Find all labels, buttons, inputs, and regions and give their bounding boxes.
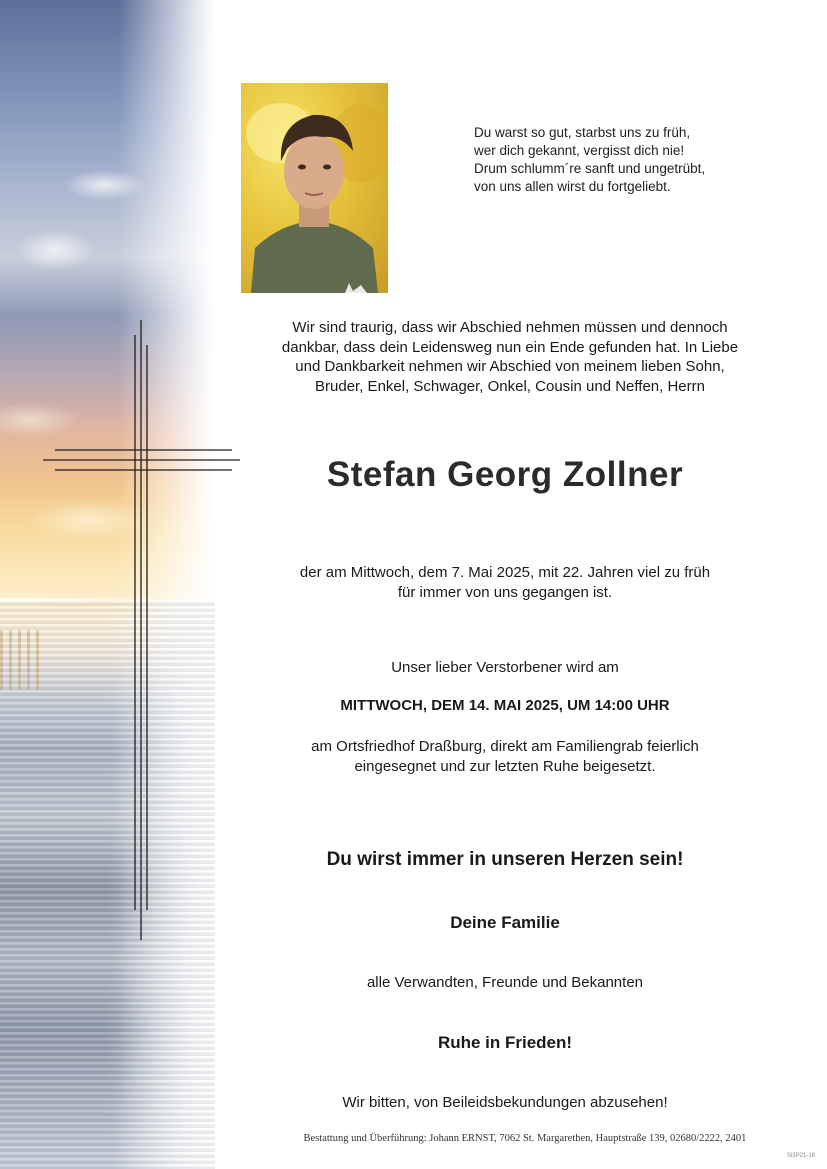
intro-line: Bruder, Enkel, Schwager, Onkel, Cousin und Neffen, Herrn	[315, 377, 705, 395]
poem-line: wer dich gekannt, vergisst dich nie!	[474, 143, 685, 158]
poem-line: Du warst so gut, starbst uns zu früh,	[474, 125, 691, 140]
funeral-place-line: eingesegnet und zur letzten Ruhe beigesetzt.	[354, 757, 656, 775]
hearts-message: Du wirst immer in unseren Herzen sein!	[326, 849, 684, 870]
funeral-place	[260, 737, 750, 776]
intro-text	[250, 318, 770, 396]
memorial-poem	[474, 124, 774, 196]
cross-icon	[0, 0, 260, 960]
relatives-line: alle Verwandten, Freunde und Bekannten	[366, 974, 644, 991]
funeral-place-line: am Ortsfriedhof Draßburg, direkt am Familiengrab feierlich	[311, 738, 699, 755]
intro-line: Wir sind traurig, dass wir Abschied nehmen müssen und dennoch	[292, 319, 728, 336]
portrait-photo	[241, 83, 388, 293]
funeral-home-footer: Bestattung und Überführung: Johann ERNST, 7062 St. Margarethen, Hauptstraße 139, 02680/2222, 2401	[303, 1133, 747, 1144]
rest-in-peace: Ruhe in Frieden!	[437, 1033, 573, 1052]
family-signature: Deine Familie	[450, 913, 560, 932]
intro-line: und Dankbarkeit nehmen wir Abschied von meinem lieben Sohn,	[295, 358, 725, 375]
poem-line: Drum schlumm´re sanft und ungetrübt,	[474, 161, 706, 176]
death-notice	[260, 563, 750, 602]
intro-line: dankbar, dass dein Leidensweg nun ein Ende gefunden hat. In Liebe	[281, 338, 739, 356]
condolence-request: Wir bitten, von Beileidsbekundungen abzusehen!	[342, 1094, 668, 1111]
death-notice-line: der am Mittwoch, dem 7. Mai 2025, mit 22. Jahren viel zu früh	[299, 564, 711, 581]
poem-line: von uns allen wirst du fortgeliebt.	[474, 179, 671, 194]
death-notice-line: für immer von uns gegangen ist.	[397, 583, 613, 601]
funeral-date: MITTWOCH, DEM 14. MAI 2025, UM 14:00 UHR	[340, 697, 670, 714]
deceased-name: Stefan Georg Zollner	[326, 455, 684, 494]
funeral-announcement: Unser lieber Verstorbener wird am	[391, 659, 619, 676]
document-code: Si3P21-18	[786, 1153, 815, 1159]
